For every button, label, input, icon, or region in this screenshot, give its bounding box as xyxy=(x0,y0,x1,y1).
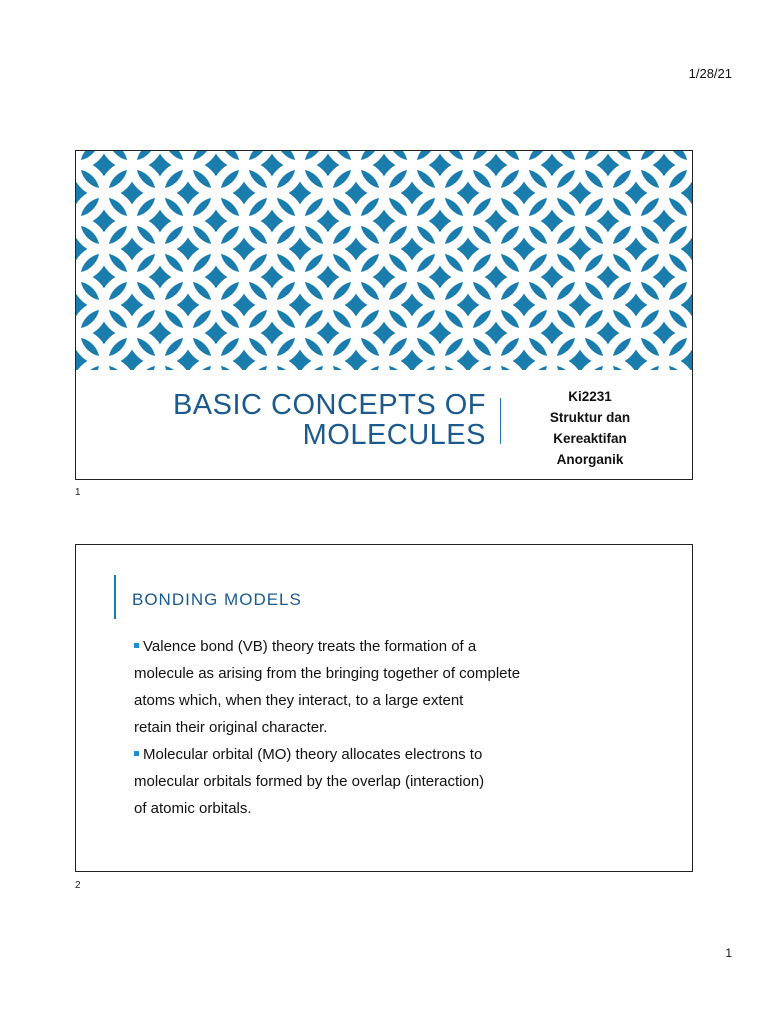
bullet-continuation: atoms which, when they interact, to a large extent xyxy=(134,692,464,709)
page-number: 1 xyxy=(725,946,732,960)
bullet-continuation: molecular orbitals formed by the overlap (interaction) xyxy=(134,773,485,790)
bullet-item: Molecular orbital (MO) theory allocates electrons to xyxy=(134,741,634,768)
slide-heading: BONDING MODELS xyxy=(132,590,302,609)
bullet-continuation: molecule as arising from the bringing together of complete xyxy=(134,665,521,682)
title-line-2: MOLECULES xyxy=(302,419,486,451)
course-name-line-3: Anorganik xyxy=(556,452,624,467)
slide-title xyxy=(173,390,486,450)
slide-1 xyxy=(75,150,693,480)
square-bullet-icon xyxy=(134,643,139,648)
title-divider xyxy=(500,398,501,444)
square-bullet-icon xyxy=(134,751,139,756)
bullet-item: Valence bond (VB) theory treats the formation of a xyxy=(134,633,634,660)
interlocking-circles-pattern xyxy=(76,151,692,370)
slide-number-2: 2 xyxy=(75,880,81,891)
course-name-line-1: Struktur dan xyxy=(549,410,631,425)
title-area xyxy=(76,370,692,479)
course-name-line-2: Kereaktifan xyxy=(553,431,627,446)
slide-2 xyxy=(75,544,693,872)
slide-number-1: 1 xyxy=(75,487,81,498)
document-date: 1/28/21 xyxy=(688,66,732,81)
bullet-continuation: retain their original character. xyxy=(134,719,328,736)
heading-accent-bar xyxy=(114,575,116,619)
bullet-continuation: of atomic orbitals. xyxy=(134,800,252,817)
title-line-1: BASIC CONCEPTS OF xyxy=(172,389,486,421)
bullet-list xyxy=(134,633,634,822)
course-code: Ki2231 xyxy=(568,389,612,404)
course-info xyxy=(530,386,650,470)
